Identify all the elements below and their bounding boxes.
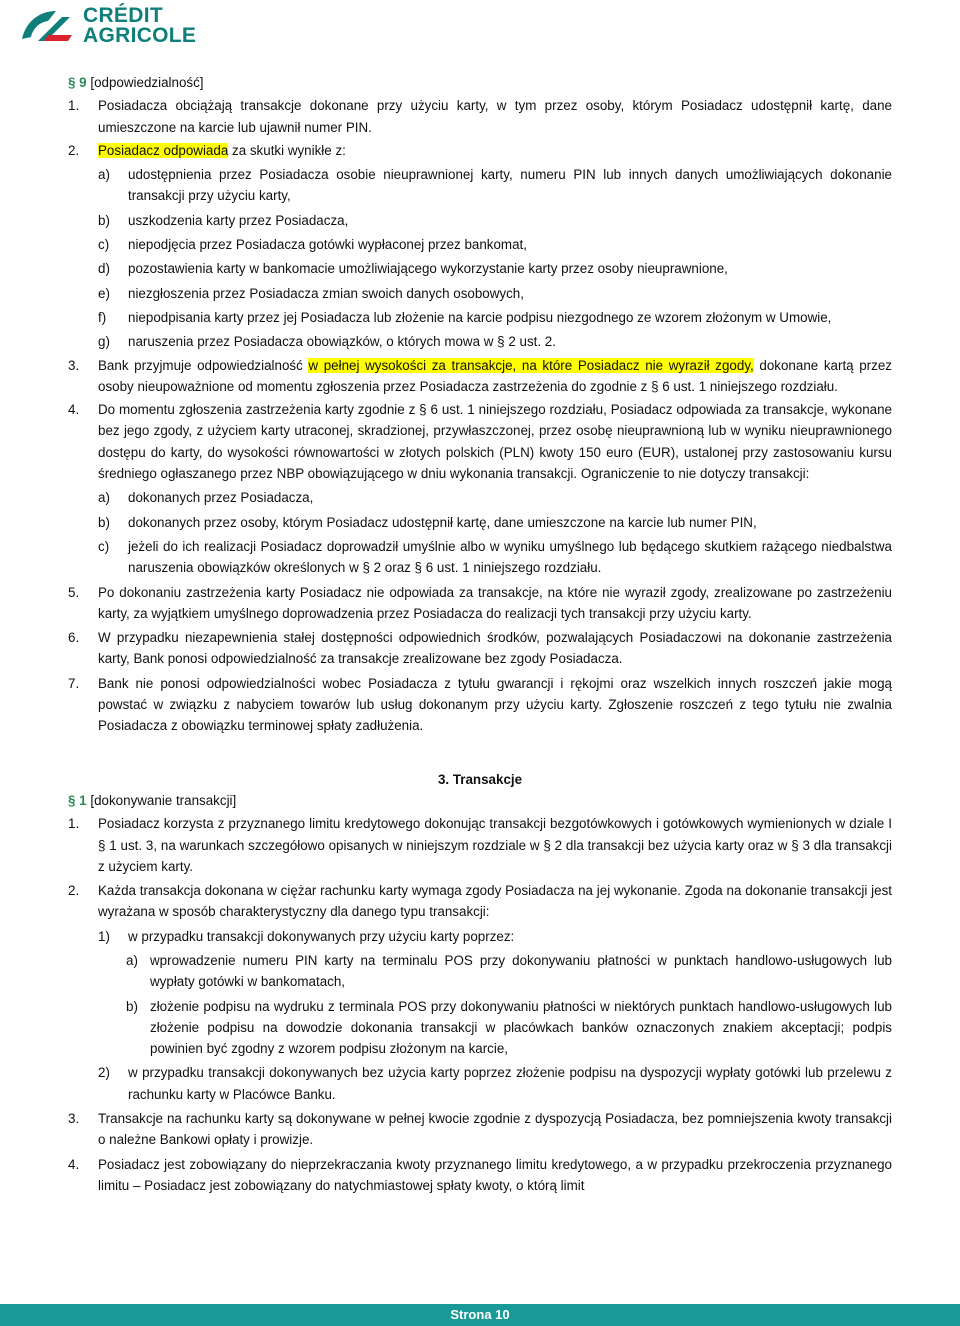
sub-item <box>68 210 892 231</box>
sub-item <box>68 164 892 207</box>
nested-item <box>68 950 892 993</box>
sub-item-text: udostępnienia przez Posiadacza osobie nieuprawnionej karty, numeru PIN lub innych danych umożliwiających dokonanie transakcji przy użyciu karty, <box>128 167 892 204</box>
nested-item-letter: a) <box>126 952 138 968</box>
item-number: 1. <box>68 816 80 832</box>
sub-item-text: uszkodzenia karty przez Posiadacza, <box>128 212 349 228</box>
item-number: 7. <box>68 675 80 691</box>
sub-item-letter: a) <box>98 490 110 506</box>
sub-item <box>68 536 892 579</box>
item-number: 1. <box>68 98 80 114</box>
nested-item-text: wprowadzenie numeru PIN karty na terminalu POS przy dokonywaniu płatności w punktach handlowo-usługowych lub wypłaty gotówki w bankomatach, <box>150 952 892 990</box>
section-heading-s9 <box>68 72 892 93</box>
sub-item-text: dokonanych przez Posiadacza, <box>128 490 314 506</box>
item-text: Bank przyjmuje odpowiedzialność <box>98 357 309 373</box>
section-heading-s1 <box>68 790 892 811</box>
nested-item <box>68 996 892 1060</box>
sub-item-number: 2) <box>98 1065 110 1081</box>
page-number: Strona 10 <box>450 1307 510 1322</box>
sub-item <box>68 487 892 508</box>
brand-line-1: CRÉDIT <box>83 4 163 27</box>
nested-item-text: złożenie podpisu na wydruku z terminala POS przy dokonywaniu płatności w niektórych punktach handlowo-usługowych lub złożenie podpisu na dowodzie dokonania transakcji w placówkach banków oznaczonych znakiem akceptacji; podpis powinien być zgodny z wzorem podpisu złożonym na karcie, <box>150 998 892 1057</box>
sub-item-letter: b) <box>98 514 110 530</box>
section-symbol: § 1 <box>68 792 87 808</box>
list-item <box>68 673 892 737</box>
sub-item-text: niezgłoszenia przez Posiadacza zmian swoich danych osobowych, <box>128 285 524 301</box>
item-text: Posiadacz korzysta z przyznanego limitu kredytowego dokonując transakcji bezgotówkowych i gotówkowych wymienionych w dziale I § 1 ust. 3, na warunkach szczegółowo opisanych w niniejszym rozdziale w § 2 dla transakcji bez użycia karty oraz w § 3 dla transakcji z użyciem karty. <box>98 816 892 874</box>
sub-item-text: w przypadku transakcji dokonywanych przy użyciu karty poprzez: <box>128 928 515 944</box>
sub-item-letter: a) <box>98 167 110 183</box>
nested-item-letter: b) <box>126 998 138 1014</box>
highlighted-text: Posiadacz odpowiada <box>98 142 229 158</box>
section-symbol: § 9 <box>68 75 87 90</box>
item-text: dokonane kartą przez osoby nieupoważnione od momentu zgłoszenia przez Posiadacza zastrzeżenia do zgodnie z § 6 ust. 1 niniejszego rozdziału. <box>98 357 892 394</box>
list-item <box>68 582 892 625</box>
sub-item-letter: e) <box>98 285 110 301</box>
item-text: Po dokonaniu zastrzeżenia karty Posiadacz nie odpowiada za transakcje, na które nie wyraził zgody, zrealizowane po zastrzeżeniu karty, za wyjątkiem umyślnego doprowadzenia przez Posiadacza do realizacji tych transakcji przy użyciu karty. <box>98 584 892 621</box>
sub-item-text: pozostawienia karty w bankomacie umożliwiającego wykorzystanie karty przez osoby nieuprawnione, <box>128 261 728 277</box>
brand-line-2: AGRICOLE <box>83 24 197 47</box>
item-number: 6. <box>68 630 80 646</box>
item-text: Posiadacza obciążają transakcje dokonane przy użyciu karty, w tym przez osoby, którym Posiadacz udostępnił kartę, dane umieszczone na karcie lub ujawnił numer PIN. <box>98 98 892 135</box>
sub-item <box>68 926 892 947</box>
sub-item-number: 1) <box>98 928 110 944</box>
item-text: Bank nie ponosi odpowiedzialności wobec Posiadacza z tytułu gwarancji i rękojmi oraz wszelkich innych roszczeń jakie mogą powstać w związku z nabyciem towarów lub usług dokonanym przy użyciu karty. Zgłoszenie roszczeń z tego tytułu nie zwalnia Posiadacza z obowiązku terminowej spłaty zadłużenia. <box>98 675 892 734</box>
sub-item-letter: d) <box>98 261 110 277</box>
item-number: 5. <box>68 584 80 600</box>
sub-item-letter: c) <box>98 237 110 253</box>
list-item <box>68 355 892 398</box>
list-item <box>68 1154 892 1197</box>
item-number: 2. <box>68 883 80 899</box>
item-number: 3. <box>68 357 80 373</box>
item-number: 3. <box>68 1111 80 1127</box>
sub-item-letter: g) <box>98 334 110 350</box>
list-item <box>68 95 892 138</box>
item-number: 4. <box>68 402 80 418</box>
section-title: [odpowiedzialność] <box>90 75 204 90</box>
item-number: 2. <box>68 142 80 158</box>
sub-item <box>68 1062 892 1105</box>
item-text: Posiadacz jest zobowiązany do nieprzekraczania kwoty przyznanego limitu kredytowego, a w przypadku przekroczenia przyznanego limitu – Posiadacz jest zobowiązany do natychmiastowej spłaty kwoty, o którą limit <box>98 1156 892 1193</box>
item-text: Każda transakcja dokonana w ciężar rachunku karty wymaga zgody Posiadacza na jej wykonanie. Zgoda na dokonanie transakcji jest wyrażana w sposób charakterystyczny dla danego typu transakcji: <box>98 883 892 920</box>
list-item <box>68 1108 892 1151</box>
sub-item-letter: b) <box>98 212 110 228</box>
sub-item-text: niepodpisania karty przez jej Posiadacza lub złożenie na karcie podpisu niezgodnego ze wzorem złożonym w Umowie, <box>128 309 832 325</box>
document-body <box>68 72 892 1196</box>
sub-item <box>68 234 892 255</box>
section-title: [dokonywanie transakcji] <box>90 792 237 808</box>
list-item <box>68 399 892 484</box>
list-item <box>68 813 892 877</box>
sub-item <box>68 512 892 533</box>
item-text: Transakcje na rachunku karty są dokonywane w pełnej kwocie zgodnie z dyspozycją Posiadacza, bez pomniejszenia kwoty transakcji o należne Bankowi opłaty i prowizje. <box>98 1111 892 1148</box>
brand-logo-text <box>83 6 196 46</box>
sub-item-text: w przypadku transakcji dokonywanych bez użycia karty poprzez złożenie podpisu na dyspozycji wypłaty gotówki lub przelewu z rachunku karty w Placówce Banku. <box>128 1065 892 1102</box>
sub-item <box>68 258 892 279</box>
list-item <box>68 880 892 923</box>
sub-item-letter: f) <box>98 309 107 325</box>
sub-item <box>68 307 892 328</box>
sub-item <box>68 283 892 304</box>
item-text: Do momentu zgłoszenia zastrzeżenia karty zgodnie z § 6 ust. 1 niniejszego rozdziału, Posiadacz odpowiada za transakcje, wykonane bez jego zgody, z użyciem karty utraconej, skradzionej, przywłaszczonej, przez osobę nieuprawnioną lub w wyniku nieuprawnionego dostępu do karty, do wysokości równowartości w złotych polskich (PLN) kwoty 150 euro (EUR), ustalonej przy zastosowaniu kursu średniego ogłaszanego przez NBP obowiązującego w dniu wykonania transakcji. Ograniczenie to nie dotyczy transakcji: <box>98 402 892 482</box>
item-text: za skutki wynikłe z: <box>228 142 346 158</box>
item-number: 4. <box>68 1156 80 1172</box>
list-item <box>68 140 892 161</box>
chapter-heading: 3. Transakcje <box>437 771 523 787</box>
credit-agricole-logo-icon <box>18 5 76 47</box>
sub-item-text: jeżeli do ich realizacji Posiadacz doprowadził umyślnie albo w wyniku umyślnego lub będącego skutkiem rażącego niedbalstwa naruszenia obowiązków określonych w § 2 oraz § 6 ust. 1 niniejszego rozdziału. <box>128 538 892 576</box>
highlighted-text: w pełnej wysokości za transakcje, na które Posiadacz nie wyraził zgody, <box>308 357 754 373</box>
brand-header <box>18 4 196 48</box>
sub-item <box>68 331 892 352</box>
item-text: W przypadku niezapewnienia stałej dostępności odpowiednich środków, pozwalających Posiadaczowi na dokonanie zastrzeżenia karty, Bank ponosi odpowiedzialność za transakcje zrealizowane bez zgody Posiadacza. <box>98 630 892 667</box>
page-footer <box>0 1304 960 1326</box>
sub-item-letter: c) <box>98 538 110 554</box>
sub-item-text: niepodjęcia przez Posiadacza gotówki wypłaconej przez bankomat, <box>128 237 527 253</box>
sub-item-text: dokonanych przez osoby, którym Posiadacz udostępnił kartę, dane umieszczone na karcie lub numer PIN, <box>128 514 757 530</box>
list-item <box>68 627 892 670</box>
sub-item-text: naruszenia przez Posiadacza obowiązków, o których mowa w § 2 ust. 2. <box>128 334 556 350</box>
